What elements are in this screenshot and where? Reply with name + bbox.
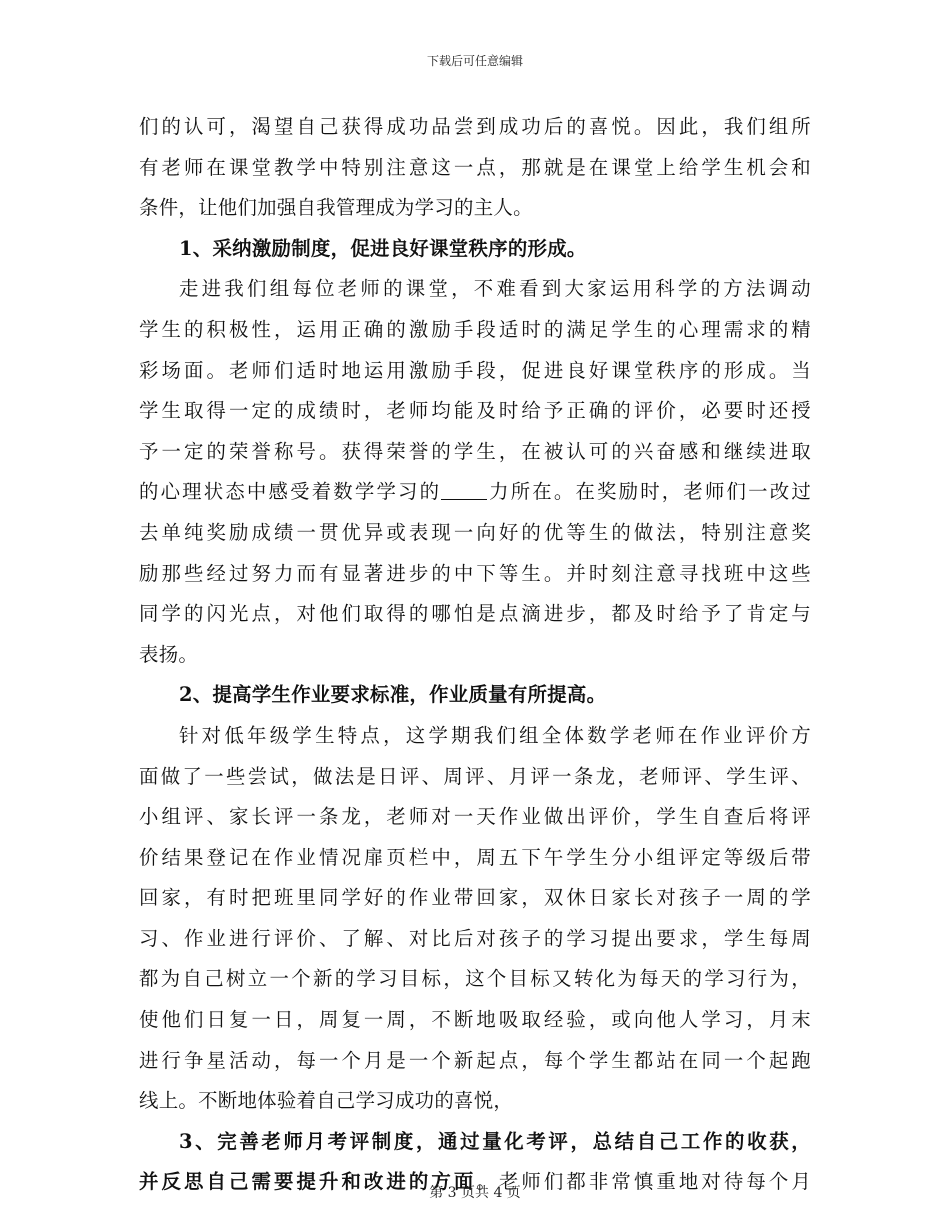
- text-line: 都为自己树立一个新的学习目标，这个目标又转化为每天的学习行为，: [139, 967, 811, 991]
- text-line: 表扬。: [139, 642, 199, 666]
- section-heading-3: 3、完善老师月考评制度，通过量化考评，总结自己工作的收获，: [179, 1129, 811, 1153]
- text-segment: 的心理状态中感受着数学学习的: [139, 480, 442, 504]
- section-heading-1: 1、采纳激励制度，促进良好课堂秩序的形成。: [179, 236, 587, 260]
- fill-in-blank: [441, 475, 487, 500]
- page-header: 下载后可任意编辑: [426, 54, 523, 68]
- text-line: 去单纯奖励成绩一贯优异或表现一向好的优等生的做法，特别注意奖: [139, 520, 811, 544]
- text-line: [139, 472, 811, 513]
- text-line: 使他们日复一日，周复一周，不断地吸取经验，或向他人学习，月末: [139, 1008, 811, 1032]
- section-heading-2: 2、提高学生作业要求标准，作业质量有所提高。: [179, 683, 607, 707]
- text-line: 针对低年级学生特点，这学期我们组全体数学老师在作业评价方: [179, 723, 811, 747]
- text-line: 们的认可，渴望自己获得成功品尝到成功后的喜悦。因此，我们组所: [139, 115, 811, 138]
- text-line: 学生取得一定的成绩时，老师均能及时给予正确的评价，必要时还授: [139, 399, 811, 423]
- section-heading-3-continued: 并反思自己需要提升和改进的方面: [139, 1170, 477, 1194]
- text-line: 励那些经过努力而有显著进步的中下等生。并时刻注意寻找班中这些: [139, 561, 811, 585]
- document-body: [139, 107, 811, 1203]
- text-line: 小组评、家长评一条龙，老师对一天作业做出评价，学生自查后将评: [139, 805, 811, 829]
- text-line: 予一定的荣誉称号。获得荣誉的学生，在被认可的兴奋感和继续进取: [139, 439, 811, 463]
- text-line: 线上。不断地体验着自己学习成功的喜悦，: [139, 1089, 514, 1113]
- text-line: 同学的闪光点，对他们取得的哪怕是点滴进步，都及时给予了肯定与: [139, 602, 811, 626]
- text-line: 有老师在课堂教学中特别注意这一点，那就是在课堂上给学生机会和: [139, 155, 811, 179]
- text-line: 面做了一些尝试，做法是日评、周评、月评一条龙，老师评、学生评、: [139, 764, 811, 788]
- text-line: 进行争星活动，每一个月是一个新起点，每个学生都站在同一个起跑: [139, 1048, 811, 1072]
- page-footer: 第 3 页共 4 页: [429, 1185, 521, 1201]
- text-line: 习、作业进行评价、了解、对比后对孩子的学习提出要求，学生每周: [139, 926, 811, 950]
- text-line: 学生的积极性，运用正确的激励手段适时的满足学生的心理需求的精: [139, 317, 811, 341]
- text-line: 回家，有时把班里同学好的作业带回家，双休日家长对孩子一周的学: [139, 886, 811, 910]
- text-line: 彩场面。老师们适时地运用激励手段，促进良好课堂秩序的形成。当: [139, 358, 811, 382]
- text-segment: 。老师们都非常慎重地对待每个月: [476, 1170, 812, 1194]
- text-line: 价结果登记在作业情况扉页栏中，周五下午学生分小组评定等级后带: [139, 845, 811, 869]
- text-segment: 力所在。在奖励时，老师们一改过: [487, 480, 812, 504]
- text-line: 走进我们组每位老师的课堂，不难看到大家运用科学的方法调动: [179, 277, 811, 301]
- text-line: 条件，让他们加强自我管理成为学习的主人。: [139, 196, 533, 220]
